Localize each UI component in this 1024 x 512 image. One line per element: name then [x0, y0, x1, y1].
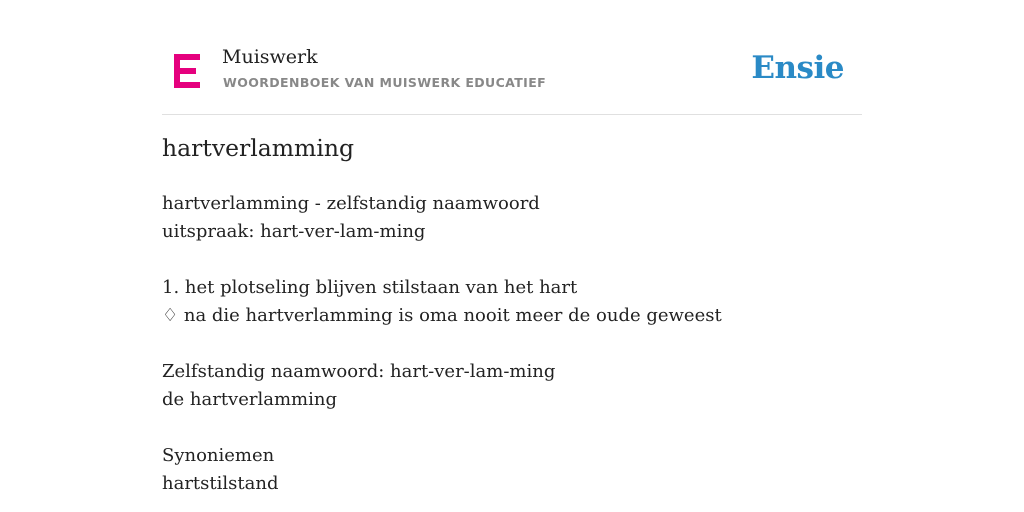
spacer — [162, 330, 862, 358]
spacer — [162, 246, 862, 274]
brand-subtitle: WOORDENBOEK VAN MUISWERK EDUCATIEF — [223, 75, 547, 90]
muiswerk-logo-icon[interactable] — [174, 54, 200, 88]
synonym-item: hartstilstand — [162, 473, 279, 494]
example-line: ♢ na die hartverlamming is oma nooit meer de oude geweest — [162, 305, 722, 326]
definition-line: 1. het plotseling blijven stilstaan van het hart — [162, 277, 578, 298]
entry-body — [162, 190, 862, 498]
pronunciation-line: uitspraak: hart-ver-lam-ming — [162, 221, 426, 242]
ensie-logo-link[interactable]: Ensie — [751, 50, 844, 86]
spacer — [162, 414, 862, 442]
noun-line: Zelfstandig naamwoord: hart-ver-lam-ming — [162, 361, 556, 382]
brand-name[interactable]: Muiswerk — [222, 46, 318, 68]
page-title: hartverlamming — [162, 134, 355, 162]
site-header — [162, 0, 862, 115]
synonyms-heading: Synoniemen — [162, 445, 275, 466]
article-line: de hartverlamming — [162, 389, 337, 410]
word-class-line: hartverlamming - zelfstandig naamwoord — [162, 193, 540, 214]
